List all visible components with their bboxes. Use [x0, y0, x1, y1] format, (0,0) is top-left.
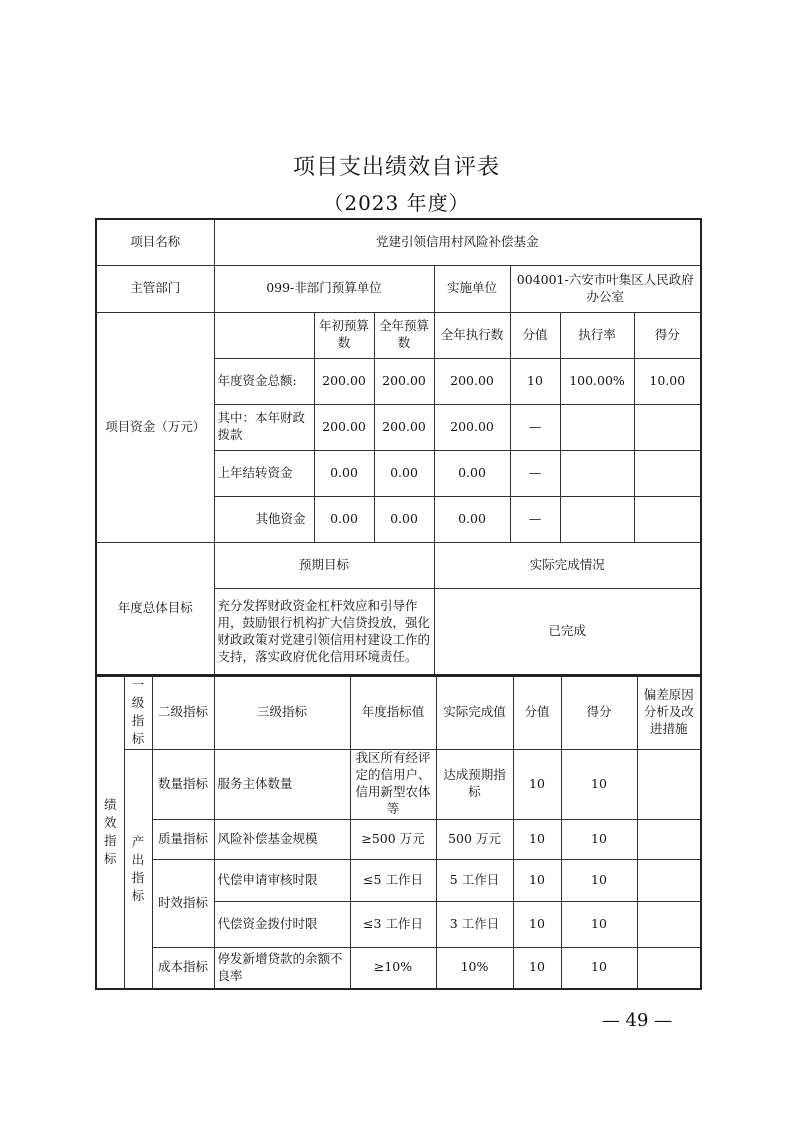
indicator-score: 10: [561, 819, 637, 859]
funds-cell: [560, 450, 634, 496]
funds-cell: 200.00: [434, 358, 510, 404]
indicators-side-label: 绩效指标: [96, 675, 124, 989]
goals-expected-header: 预期目标: [214, 542, 434, 588]
funds-header-initial: 年初预算数: [314, 312, 374, 358]
indicator-score-value: 10: [513, 859, 561, 901]
indicator-deviation: [637, 901, 701, 947]
indicator-score: 10: [561, 749, 637, 819]
indicator-name: 服务主体数量: [214, 749, 350, 819]
dept-label: 主管部门: [96, 265, 214, 312]
funds-cell: —: [510, 404, 560, 450]
indicator-target: ≥10%: [350, 947, 436, 989]
funds-cell: [560, 496, 634, 542]
funds-cell: 200.00: [314, 404, 374, 450]
impl-value: 004001-六安市叶集区人民政府办公室: [510, 265, 701, 312]
funds-cell: 0.00: [374, 450, 434, 496]
indicator-name: 代偿资金拨付时限: [214, 901, 350, 947]
funds-row-label: 其中：本年财政拨款: [214, 404, 314, 450]
funds-row-label: 其他资金: [214, 496, 314, 542]
page-title: 项目支出绩效自评表: [292, 155, 500, 180]
page-number: — 49 —: [601, 1010, 673, 1031]
indicator-actual: 10%: [436, 947, 513, 989]
funds-cell: 0.00: [374, 496, 434, 542]
funds-header-annual: 全年预算数: [374, 312, 434, 358]
level2-quality: 质量指标: [152, 819, 214, 859]
indicator-deviation: [637, 749, 701, 819]
indicator-score: 10: [561, 947, 637, 989]
funds-cell: [634, 404, 701, 450]
indicator-score-value: 10: [513, 749, 561, 819]
header-deviation: 偏差原因分析及改进措施: [637, 675, 701, 749]
indicator-name: 停发新增贷款的余额不良率: [214, 947, 350, 989]
funds-cell: 10: [510, 358, 560, 404]
indicator-score-value: 10: [513, 901, 561, 947]
dept-value: 099-非部门预算单位: [214, 265, 434, 312]
page-subtitle: （2023 年度）: [323, 191, 470, 215]
indicator-target: 我区所有经评定的信用户、信用新型农体等: [350, 749, 436, 819]
funds-header-score-value: 分值: [510, 312, 560, 358]
funds-cell: 0.00: [314, 450, 374, 496]
funds-cell: —: [510, 496, 560, 542]
goals-actual-header: 实际完成情况: [434, 542, 701, 588]
funds-header-score: 得分: [634, 312, 701, 358]
funds-row-label: 上年结转资金: [214, 450, 314, 496]
level2-cost: 成本指标: [152, 947, 214, 989]
indicator-actual: 500 万元: [436, 819, 513, 859]
indicator-score: 10: [561, 859, 637, 901]
header-actual: 实际完成值: [436, 675, 513, 749]
level2-timeliness: 时效指标: [152, 859, 214, 947]
funds-cell: 10.00: [634, 358, 701, 404]
funds-cell: 200.00: [374, 404, 434, 450]
funds-header-blank: [214, 312, 314, 358]
project-name: 党建引领信用村风险补偿基金: [214, 219, 701, 265]
header-target: 年度指标值: [350, 675, 436, 749]
goals-label: 年度总体目标: [96, 542, 214, 676]
indicator-score-value: 10: [513, 947, 561, 989]
funds-cell: 0.00: [434, 450, 510, 496]
funds-cell: 0.00: [314, 496, 374, 542]
indicator-score: 10: [561, 901, 637, 947]
project-name-label: 项目名称: [96, 219, 214, 265]
indicator-actual: 5 工作日: [436, 859, 513, 901]
funds-header-rate: 执行率: [560, 312, 634, 358]
funds-row-label: 年度资金总额:: [214, 358, 314, 404]
funds-cell: 0.00: [434, 496, 510, 542]
funds-cell: 100.00%: [560, 358, 634, 404]
level1-output: 产出指标: [124, 749, 152, 989]
header-score-value: 分值: [513, 675, 561, 749]
funds-cell: [634, 450, 701, 496]
project-info-table: [95, 218, 702, 677]
goals-actual: 已完成: [434, 588, 701, 676]
funds-cell: 200.00: [434, 404, 510, 450]
indicator-actual: 达成预期指标: [436, 749, 513, 819]
funds-header-executed: 全年执行数: [434, 312, 510, 358]
funds-cell: 200.00: [374, 358, 434, 404]
header-score: 得分: [561, 675, 637, 749]
impl-label: 实施单位: [434, 265, 510, 312]
funds-cell: 200.00: [314, 358, 374, 404]
funds-cell: —: [510, 450, 560, 496]
funds-label: 项目资金（万元）: [96, 312, 214, 542]
indicator-target: ≤5 工作日: [350, 859, 436, 901]
header-level1: 一级指标: [124, 675, 152, 749]
indicator-name: 代偿申请审核时限: [214, 859, 350, 901]
indicator-deviation: [637, 947, 701, 989]
funds-cell: [634, 496, 701, 542]
goals-expected: 充分发挥财政资金杠杆效应和引导作用，鼓励银行机构扩大信贷投放，强化财政政策对党建引领信用村建设工作的支持，落实政府优化信用环境责任。: [214, 588, 434, 676]
indicator-actual: 3 工作日: [436, 901, 513, 947]
indicators-table: [95, 674, 702, 990]
indicator-score-value: 10: [513, 819, 561, 859]
header-level2: 二级指标: [152, 675, 214, 749]
indicator-name: 风险补偿基金规模: [214, 819, 350, 859]
funds-cell: [560, 404, 634, 450]
indicator-deviation: [637, 859, 701, 901]
indicator-deviation: [637, 819, 701, 859]
indicator-target: ≤3 工作日: [350, 901, 436, 947]
level2-quantity: 数量指标: [152, 749, 214, 819]
header-level3: 三级指标: [214, 675, 350, 749]
indicator-target: ≥500 万元: [350, 819, 436, 859]
